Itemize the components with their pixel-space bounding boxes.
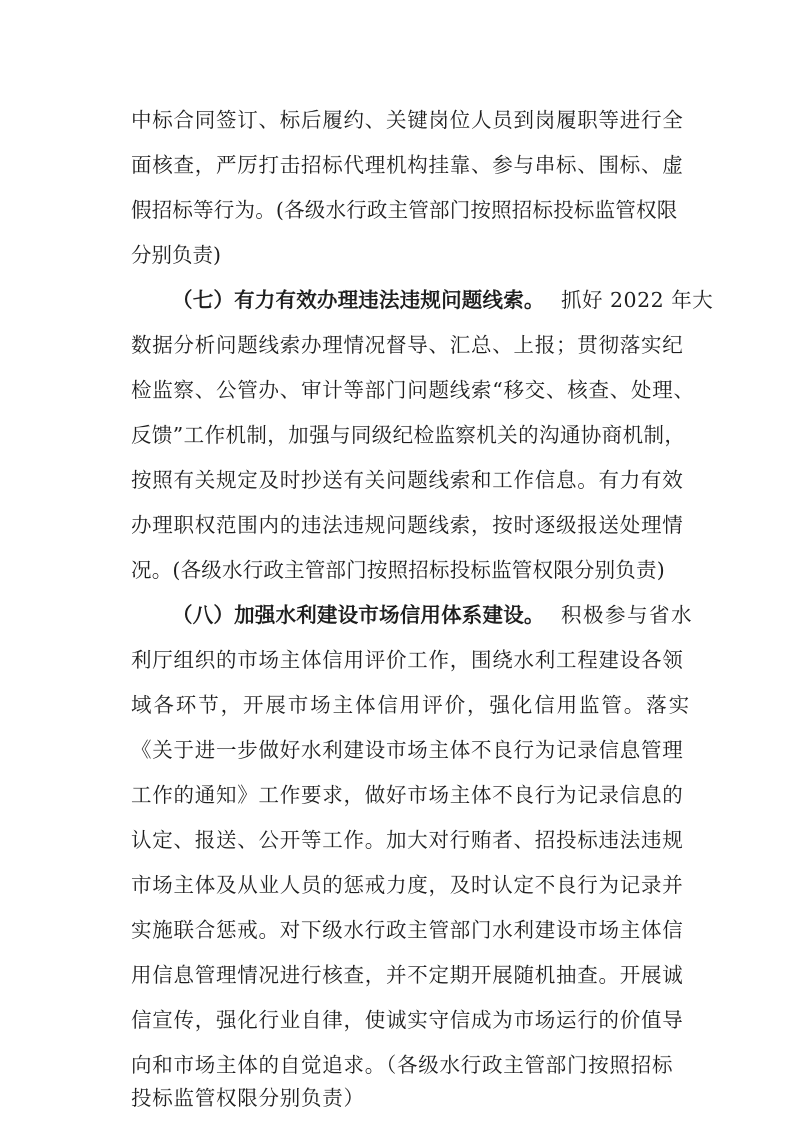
- text-line: 分别负责): [131, 243, 221, 267]
- text-line: 实施联合惩戒。对下级水行政主管部门水利建设市场主体信: [131, 918, 684, 942]
- paragraph-1-line-4: [0, 235, 793, 275]
- paragraph-3-line-2: [0, 640, 793, 680]
- text-line: 向和市场主体的自觉追求。（各级水行政主管部门按照招标: [131, 1053, 674, 1077]
- text-line: 反馈”工作机制，加强与同级纪检监察机关的沟通协商机制，: [131, 423, 686, 447]
- paragraph-3-line-1: [0, 595, 793, 635]
- paragraph-3-line-6: [0, 820, 793, 860]
- paragraph-2-line-1: [0, 280, 793, 320]
- paragraph-3-line-9: [0, 955, 793, 995]
- paragraph-2-line-7: [0, 550, 793, 590]
- paragraph-2-line-5: [0, 460, 793, 500]
- paragraph-2-line-6: [0, 505, 793, 545]
- text-line: 况。(各级水行政主管部门按照招标投标监管权限分别负责): [131, 558, 665, 582]
- paragraph-3-line-3: [0, 685, 793, 725]
- text-line: 利厅组织的市场主体信用评价工作，围绕水利工程建设各领: [131, 648, 684, 672]
- paragraph-3-line-8: [0, 910, 793, 950]
- paragraph-2-line-3: [0, 370, 793, 410]
- text-line: 积极参与省水: [561, 603, 693, 627]
- paragraph-3-line-5: [0, 775, 793, 815]
- text-line: 域各环节，开展市场主体信用评价，强化信用监管。落实: [131, 693, 691, 717]
- paragraph-2-line-4: [0, 415, 793, 455]
- text-line: 按照有关规定及时抄送有关问题线索和工作信息。有力有效: [131, 468, 684, 492]
- text-line: 中标合同签订、标后履约、关键岗位人员到岗履职等进行全: [131, 108, 684, 132]
- paragraph-3-line-12: [0, 1078, 793, 1118]
- text-line: 工作的通知》工作要求，做好市场主体不良行为记录信息的: [131, 783, 684, 807]
- section-heading-8: （八）加强水利建设市场信用体系建设。: [172, 603, 545, 627]
- text-line: 检监察、公管办、审计等部门问题线索“移交、核查、处理、: [131, 378, 695, 402]
- text-line: 《关于进一步做好水利建设市场主体不良行为记录信息管理: [131, 738, 684, 762]
- text-line: 面核查，严厉打击招标代理机构挂靠、参与串标、围标、虚: [131, 153, 684, 177]
- text-line: 市场主体及从业人员的惩戒力度，及时认定不良行为记录并: [131, 873, 684, 897]
- text-line: 用信息管理情况进行核查，并不定期开展随机抽查。开展诚: [131, 963, 684, 987]
- text-line: 认定、报送、公开等工作。加大对行贿者、招投标违法违规: [131, 828, 684, 852]
- paragraph-1-line-2: [0, 145, 793, 185]
- text-line: 抓好 2022 年大: [561, 288, 714, 312]
- paragraph-2-line-2: [0, 325, 793, 365]
- paragraph-3-line-7: [0, 865, 793, 905]
- paragraph-1-line-1: [0, 100, 793, 140]
- paragraph-3-line-10: [0, 1000, 793, 1040]
- text-line: 办理职权范围内的违法违规问题线索，按时逐级报送处理情: [131, 513, 684, 537]
- paragraph-1-line-3: [0, 190, 793, 230]
- text-line: 信宣传，强化行业自律，使诚实守信成为市场运行的价值导: [131, 1008, 684, 1032]
- section-heading-7: （七）有力有效办理违法违规问题线索。: [172, 288, 545, 312]
- text-line: 假招标等行为。(各级水行政主管部门按照招标投标监管权限: [131, 198, 678, 222]
- paragraph-3-line-4: [0, 730, 793, 770]
- text-line: 数据分析问题线索办理情况督导、汇总、上报；贯彻落实纪: [131, 333, 684, 357]
- text-line: 投标监管权限分别负责）: [131, 1086, 365, 1110]
